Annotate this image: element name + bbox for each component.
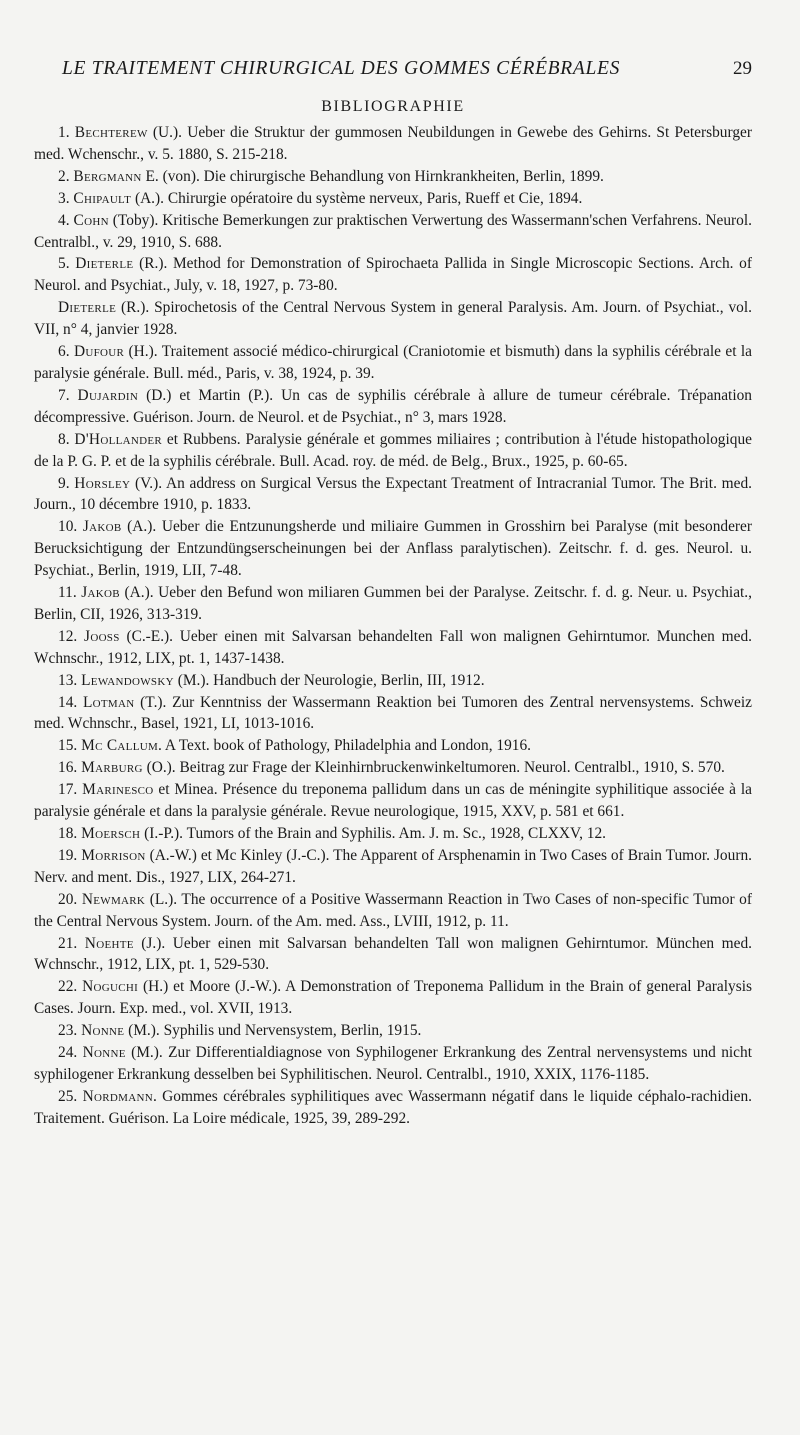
- reference-number: 23.: [58, 1022, 82, 1040]
- reference-entry: [34, 1042, 752, 1086]
- reference-text: (A.). Chirurgie opératoire du système nerveux, Paris, Rueff et Cie, 1894.: [131, 189, 583, 207]
- reference-text: (T.). Zur Kenntniss der Wassermann Reaktion bei Tumoren des Zentral nervensystems. Schweiz med. Wchnschr., Basel, 1921, LI, 1013-1016.: [34, 693, 752, 733]
- reference-author: Jakob: [82, 518, 122, 536]
- reference-text: (M.). Zur Differentialdiagnose von Syphilogener Erkrankung des Zentral nervensystems und nicht syphilogener Erkrankung desselben bei Syphilitischen. Neurol. Centralbl., 1910, XXIX, 1176-1185.: [34, 1044, 752, 1083]
- reference-entry: [34, 757, 752, 779]
- reference-entry: [34, 670, 752, 692]
- reference-entry: [34, 845, 752, 889]
- reference-text: (V.). An address on Surgical Versus the Expectant Treatment of Intracranial Tumor. The Brit. med. Journ., 10 décembre 1910, p. 1833.: [34, 474, 752, 514]
- reference-entry: [34, 429, 752, 473]
- reference-entry: [34, 297, 752, 341]
- reference-text: et Minea. Présence du treponema pallidum dans un cas de méningite syphilitique associée à la paralysie générale et dans la paralysie générale. Revue neurologique, 1915, XXV, p. 581 et 661.: [34, 781, 752, 821]
- reference-author: Lewandowsky: [81, 671, 174, 689]
- running-head: [34, 58, 752, 80]
- reference-number: 11.: [58, 584, 82, 602]
- reference-entry: [34, 889, 752, 933]
- reference-text: (H.) et Moore (J.-W.). A Demonstration of Treponema Pallidum in the Brain of general Paralysis Cases. Journ. Exp. med., vol. XVII, 1913.: [34, 978, 752, 1018]
- reference-author: Newmark: [81, 890, 146, 908]
- running-title: LE TRAITEMENT CHIRURGICAL DES GOMMES CÉRÉBRALES: [62, 58, 621, 79]
- reference-text: (A.). Ueber die Entzunungsherde und miliaire Gummen in Grosshirn bei Paralyse (mit besonderer Berucksichtigung der Entzundüngserscheinungen bei der Anflass paralytischen). Zeitschr. f. d. ges. Neurol. u. Psychiat., Berlin, 1919, LII, 7-48.: [34, 518, 752, 580]
- reference-text: (R.). Spirochetosis of the Central Nervous System in general Paralysis. Am. Journ. of Psychiat., vol. VII, n° 4, janvier 1928.: [34, 299, 752, 339]
- reference-entry: [34, 626, 752, 670]
- reference-number: 9.: [58, 474, 75, 492]
- reference-number: 19.: [58, 846, 82, 864]
- reference-number: 13.: [58, 671, 82, 689]
- reference-author: Jooss: [84, 627, 120, 645]
- reference-text: . A Text. book of Pathology, Philadelphia and London, 1916.: [158, 737, 532, 755]
- reference-text: (O.). Beitrag zur Frage der Kleinhirnbruckenwinkeltumoren. Neurol. Centralbl., 1910, S. 570.: [142, 759, 725, 777]
- reference-text: (L.). The occurrence of a Positive Wassermann Reaction in Two Cases of non-specific Tumor of the Central Nervous System. Journ. of the Am. med. Ass., LVIII, 1912, p. 11.: [34, 890, 753, 930]
- reference-author: Dufour: [73, 343, 125, 361]
- reference-entry: [34, 341, 752, 385]
- reference-author: Moersch: [81, 825, 141, 842]
- reference-text: (D.) et Martin (P.). Un cas de syphilis cérébrale à allure de tumeur cérébrale. Trépanation décompressive. Guérison. Journ. de Neurol. et de Psychiat., n° 3, mars 1928.: [34, 386, 753, 426]
- reference-text: (Toby). Kritische Bemerkungen zur praktischen Verwertung des Wassermann'schen Verfahrens. Neurol. Centralbl., v. 29, 1910, S. 688.: [34, 211, 752, 251]
- reference-author: Jakob: [81, 584, 120, 602]
- reference-entry: [34, 385, 752, 429]
- reference-number: 17.: [58, 781, 83, 799]
- reference-text: (J.). Ueber einen mit Salvarsan behandelten Tall won malignen Gehirntumor. München med. Wchnschr., 1912, LIX, pt. 1, 529-530.: [34, 934, 752, 974]
- reference-number: 8.: [58, 430, 75, 448]
- reference-number: 6.: [58, 343, 74, 361]
- reference-text: (H.). Traitement associé médico-chirurgical (Craniotomie et bismuth) dans la syphilis cérébrale et la paralysie générale. Bull. méd., Paris, v. 38, 1924, p. 39.: [34, 343, 752, 382]
- reference-text: (I.-P.). Tumors of the Brain and Syphilis. Am. J. m. Sc., 1928, CLXXV, 12.: [140, 825, 607, 842]
- reference-author: D'Hollander: [74, 430, 162, 448]
- reference-entry: [34, 516, 752, 582]
- reference-entry: [34, 473, 752, 517]
- reference-text: (A.). Ueber den Befund won miliaren Gummen bei der Paralyse. Zeitschr. f. d. g. Neur. u. Psychiat., Berlin, CII, 1926, 313-319.: [34, 584, 753, 623]
- reference-entry: [34, 735, 752, 757]
- reference-number: 1.: [58, 124, 75, 141]
- reference-entry: [34, 188, 752, 210]
- reference-number: 4.: [58, 211, 74, 229]
- reference-author: Dujardin: [77, 386, 139, 404]
- reference-author: Lotman: [82, 693, 135, 711]
- reference-author: Chipault: [73, 189, 132, 207]
- reference-author: Bergmann: [73, 167, 142, 185]
- reference-number: 15.: [58, 737, 82, 755]
- reference-entry: [34, 1020, 752, 1042]
- reference-author: Bechterew: [74, 124, 148, 141]
- reference-text: (M.). Handbuch der Neurologie, Berlin, III, 1912.: [173, 671, 485, 689]
- reference-text: (M.). Syphilis und Nervensystem, Berlin, 1915.: [124, 1022, 422, 1040]
- reference-text: (A.-W.) et Mc Kinley (J.-C.). The Apparent of Arsphenamin in Two Cases of Brain Tumor. Journ. Nerv. and ment. Dis., 1927, LIX, 264-271.: [34, 846, 752, 886]
- reference-number: 7.: [58, 386, 78, 404]
- reference-author: Marburg: [81, 759, 143, 777]
- reference-text: (C.-E.). Ueber einen mit Salvarsan behandelten Fall won malignen Gehirntumor. Munchen med. Wchnschr., 1912, LIX, pt. 1, 1437-1438.: [34, 627, 752, 667]
- reference-number: 21.: [58, 934, 85, 952]
- reference-text: (R.). Method for Demonstration of Spirochaeta Pallida in Single Microscopic Sections. Arch. of Neurol. and Psychiat., July, v. 18, 1927, p. 73-80.: [34, 255, 753, 295]
- reference-number: 20.: [58, 890, 82, 908]
- reference-list: [34, 122, 752, 1130]
- reference-author: Marinesco: [82, 781, 154, 799]
- reference-author: Dieterle: [75, 255, 134, 273]
- reference-text: et Rubbens. Paralysie générale et gommes miliaires ; contribution à l'étude histopathologique de la P. G. P. et de la syphilis cérébrale. Bull. Acad. roy. de méd. de Belg., Brux., 1925, p. 60-65.: [34, 430, 752, 470]
- reference-entry: [34, 823, 752, 845]
- reference-text: . Gommes cérébrales syphilitiques avec Wassermann négatif dans le liquide céphalo-rachidien. Traitement. Guérison. La Loire médicale, 1925, 39, 289-292.: [34, 1087, 752, 1127]
- page-number: 29: [733, 58, 752, 79]
- reference-text: (U.). Ueber die Struktur der gummosen Neubildungen in Gewebe des Gehirns. St Petersburger med. Wchenschr., v. 5. 1880, S. 215-218.: [34, 124, 753, 163]
- reference-number: 16.: [58, 759, 82, 777]
- reference-entry: [34, 582, 752, 626]
- reference-entry: [34, 692, 752, 736]
- reference-author: Nordmann: [82, 1087, 153, 1105]
- reference-author: Noguchi: [82, 978, 139, 996]
- reference-author: Mc Callum: [81, 737, 159, 755]
- reference-entry: [34, 210, 752, 254]
- reference-author: Cohn: [73, 211, 109, 229]
- reference-number: 14.: [58, 693, 83, 711]
- reference-entry: [34, 166, 752, 188]
- reference-number: 12.: [58, 627, 85, 645]
- reference-number: 10.: [58, 518, 83, 536]
- reference-author: Morrison: [81, 846, 146, 864]
- reference-entry: [34, 253, 752, 297]
- reference-author: Horsley: [74, 474, 131, 492]
- reference-number: 2.: [58, 167, 74, 185]
- reference-entry: [34, 976, 752, 1020]
- reference-number: 24.: [58, 1044, 83, 1062]
- reference-number: 3.: [58, 189, 74, 207]
- reference-entry: [34, 122, 752, 166]
- reference-number: 18.: [58, 825, 82, 842]
- reference-entry: [34, 779, 752, 823]
- reference-text: E. (von). Die chirurgische Behandlung von Hirnkrankheiten, Berlin, 1899.: [141, 167, 604, 185]
- reference-entry: [34, 1086, 752, 1130]
- reference-author: Dieterle: [58, 299, 117, 317]
- reference-number: 22.: [58, 978, 83, 996]
- bibliography-title: BIBLIOGRAPHIE: [321, 98, 465, 115]
- reference-author: Nonne: [81, 1022, 125, 1040]
- reference-number: 5.: [58, 255, 76, 273]
- reference-number: 25.: [58, 1087, 83, 1105]
- reference-author: Nonne: [82, 1044, 126, 1062]
- reference-author: Noehte: [84, 934, 134, 952]
- reference-entry: [34, 933, 752, 977]
